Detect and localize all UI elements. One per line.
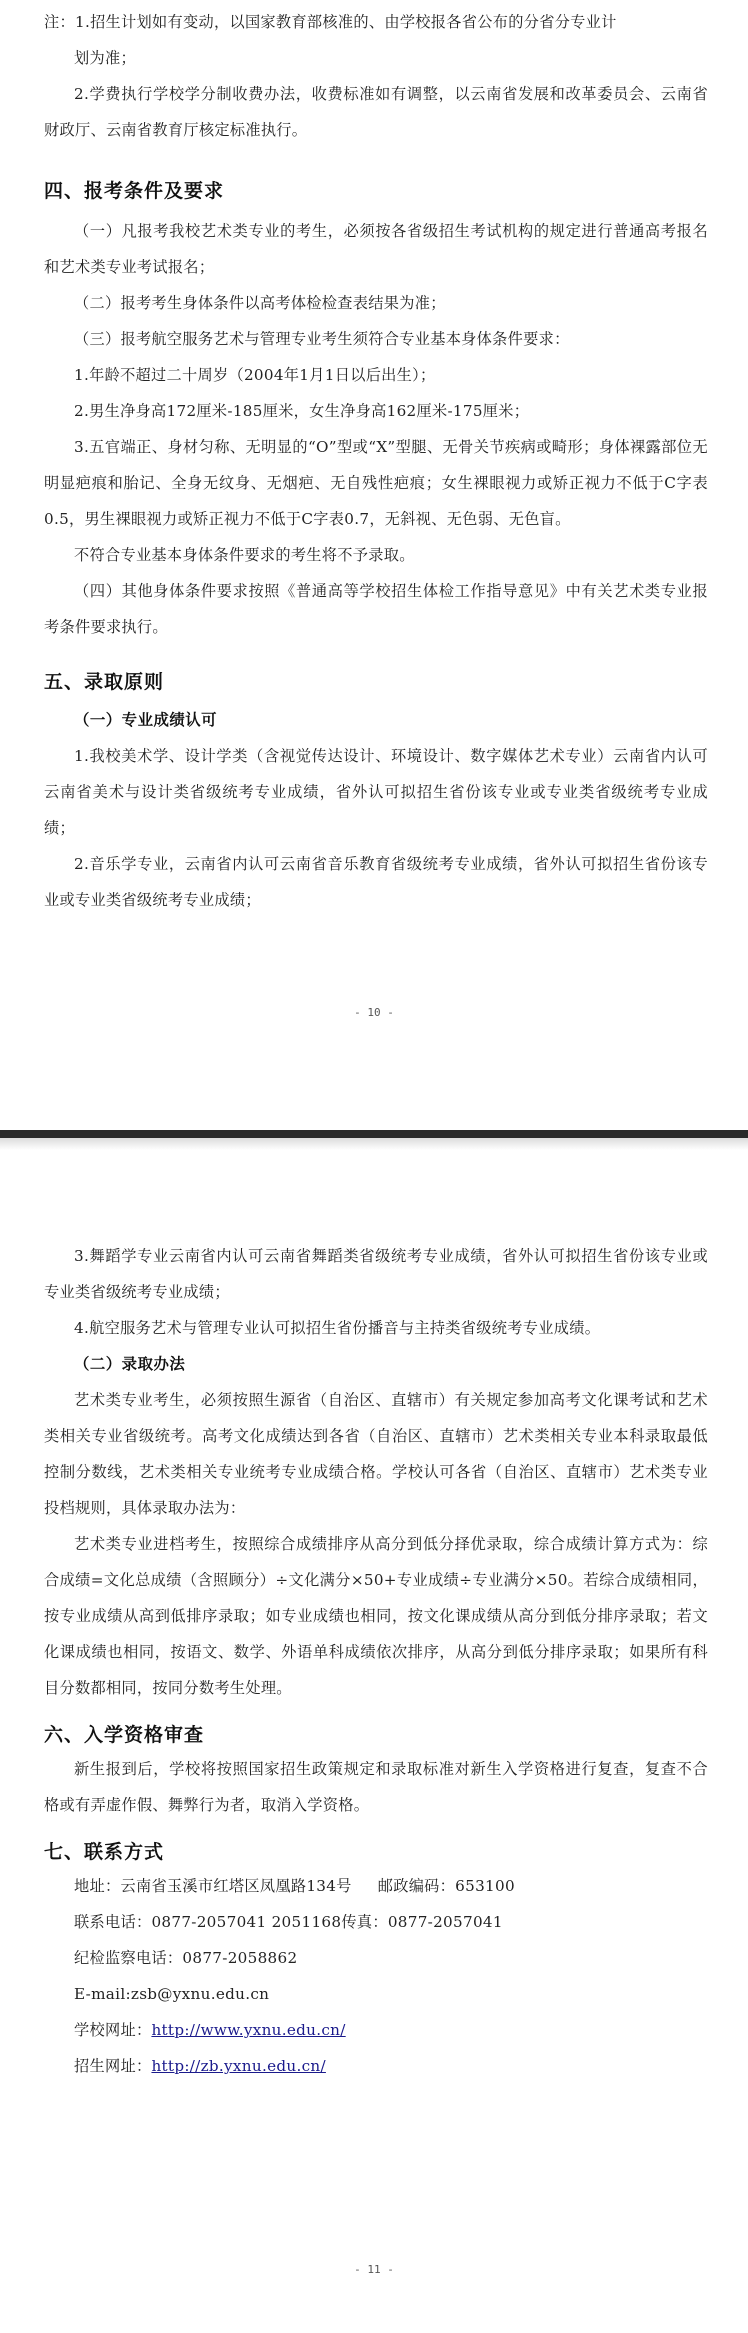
contact-address-row xyxy=(44,1868,708,1904)
note-line-1: 注：1.招生计划如有变动，以国家教育部核准的、由学校报各省公布的分省分专业计 xyxy=(44,13,617,31)
discipline-label: 纪检监察电话： xyxy=(74,1949,183,1967)
note-line-2: 划为准； xyxy=(74,49,136,67)
sec5-subheading-1: （一）专业成绩认可 xyxy=(74,711,218,729)
section-4-heading: 四、报考条件及要求 xyxy=(44,180,225,202)
fax-value: 0877-2057041 xyxy=(387,1913,503,1931)
admission-method-para-1: 艺术类专业考生，必须按照生源省（自治区、直辖市）有关规定参加高考文化课考试和艺术类相关专业省级统考。高考文化成绩达到各省（自治区、直辖市）艺术类相关专业本科录取最低控制分数线，艺术类相关专业统考专业成绩合格。学校认可各省（自治区、直辖市）艺术类专业投档规则，具体录取办法为： xyxy=(44,1391,708,1517)
sec5-item-3: 3.舞蹈学专业云南省内认可云南省舞蹈类省级统考专业成绩，省外认可拟招生省份该专业或专业类省级统考专业成绩； xyxy=(44,1247,708,1301)
document-page-11 xyxy=(0,1150,748,2333)
email-label: E-mail: xyxy=(74,1985,131,2003)
address-label-a: 地 xyxy=(74,1877,90,1895)
section-5-heading: 五、录取原则 xyxy=(44,671,165,693)
note-item-2: 2.学费执行学校学分制收费办法，收费标准如有调整，以云南省发展和改革委员会、云南省财政厅、云南省教育厅核定标准执行。 xyxy=(44,85,708,139)
sec4-para-3: （三）报考航空服务艺术与管理专业考生须符合专业基本身体条件要求： xyxy=(74,330,570,348)
sec4-req-4: 不符合专业基本身体条件要求的考生将不予录取。 xyxy=(74,546,415,564)
address-label-b: 址： xyxy=(89,1877,121,1895)
postcode-label: 邮政编码： xyxy=(377,1877,456,1895)
sec5-item-4: 4.航空服务艺术与管理专业认可拟招生省份播音与主持类省级统考专业成绩。 xyxy=(74,1319,601,1337)
email-value: zsb@yxnu.edu.cn xyxy=(130,1985,270,2003)
section-7-heading: 七、联系方式 xyxy=(44,1841,165,1863)
sec4-para-2: （二）报考考生身体条件以高考体检检查表结果为准； xyxy=(74,294,446,312)
sec4-req-1: 1.年龄不超过二十周岁（2004年1月1日以后出生）； xyxy=(74,366,436,384)
page-11-content xyxy=(44,1238,708,2084)
contact-phone-row xyxy=(44,1904,708,1940)
page-10-content xyxy=(44,4,708,918)
school-site-link[interactable]: http://www.yxnu.edu.cn/ xyxy=(151,2021,346,2039)
school-site-label: 学校网址： xyxy=(74,2021,152,2039)
sec4-req-3: 3.五官端正、身材匀称、无明显的“O”型或“X”型腿、无骨关节疾病或畸形；身体裸露部位无明显疤痕和胎记、全身无纹身、无烟疤、无自残性疤痕；女生裸眼视力或矫正视力不低于C字表0.5，男生裸眼视力或矫正视力不低于C字表0.7，无斜视、无色弱、无色盲。 xyxy=(44,438,708,528)
fax-label-b: 真： xyxy=(356,1913,388,1931)
address-value: 云南省玉溪市红塔区凤凰路134号 xyxy=(120,1877,352,1895)
sec5-subheading-2: （二）录取办法 xyxy=(74,1355,186,1373)
sec4-para-1: （一）凡报考我校艺术类专业的考生，必须按各省级招生考试机构的规定进行普通高考报名和艺术类专业考试报名； xyxy=(44,222,708,276)
document-page-10 xyxy=(0,0,748,1130)
contact-admission-site-row xyxy=(44,2048,708,2084)
sec4-para-4: （四）其他身体条件要求按照《普通高等学校招生体检工作指导意见》中有关艺术类专业报考条件要求执行。 xyxy=(44,582,708,636)
sec6-para: 新生报到后，学校将按照国家招生政策规定和录取标准对新生入学资格进行复查，复查不合格或有弄虚作假、舞弊行为者，取消入学资格。 xyxy=(44,1760,708,1814)
section-6-heading: 六、入学资格审查 xyxy=(44,1724,205,1746)
sec5-item-1: 1.我校美术学、设计学类（含视觉传达设计、环境设计、数字媒体艺术专业）云南省内认可云南省美术与设计类省级统考专业成绩，省外认可拟招生省份该专业或专业类省级统考专业成绩； xyxy=(44,747,708,837)
sec4-req-2: 2.男生净身高172厘米-185厘米，女生净身高162厘米-175厘米； xyxy=(74,402,530,420)
fax-label-a: 传 xyxy=(341,1913,357,1931)
contact-discipline-row xyxy=(44,1940,708,1976)
sec5-item-2: 2.音乐学专业，云南省内认可云南省音乐教育省级统考专业成绩，省外认可拟招生省份该专业或专业类省级统考专业成绩； xyxy=(44,855,708,909)
discipline-value: 0877-2058862 xyxy=(182,1949,298,1967)
admission-method-para-2: 艺术类专业进档考生，按照综合成绩排序从高分到低分择优录取，综合成绩计算方式为：综合成绩=文化总成绩（含照顾分）÷文化满分×50+专业成绩÷专业满分×50。若综合成绩相同，按专业成绩从高到低排序录取；如专业成绩也相同，按文化课成绩从高分到低分排序录取；若文化课成绩也相同，按语文、数学、外语单科成绩依次排序，从高分到低分排序录取；如果所有科目分数都相同，按同分数考生处理。 xyxy=(44,1535,708,1697)
phone-value: 0877-2057041 2051168 xyxy=(151,1913,342,1931)
contact-site-row xyxy=(44,2012,708,2048)
admission-site-link[interactable]: http://zb.yxnu.edu.cn/ xyxy=(151,2057,326,2075)
admission-site-label: 招生网址： xyxy=(74,2057,152,2075)
phone-label: 联系电话： xyxy=(74,1913,152,1931)
page-separator xyxy=(0,1130,748,1150)
postcode-value: 653100 xyxy=(455,1877,515,1895)
contact-email-row xyxy=(44,1976,708,2012)
page-number-11: - 11 - xyxy=(354,2263,394,2276)
page-number-10: - 10 - xyxy=(354,1006,394,1019)
